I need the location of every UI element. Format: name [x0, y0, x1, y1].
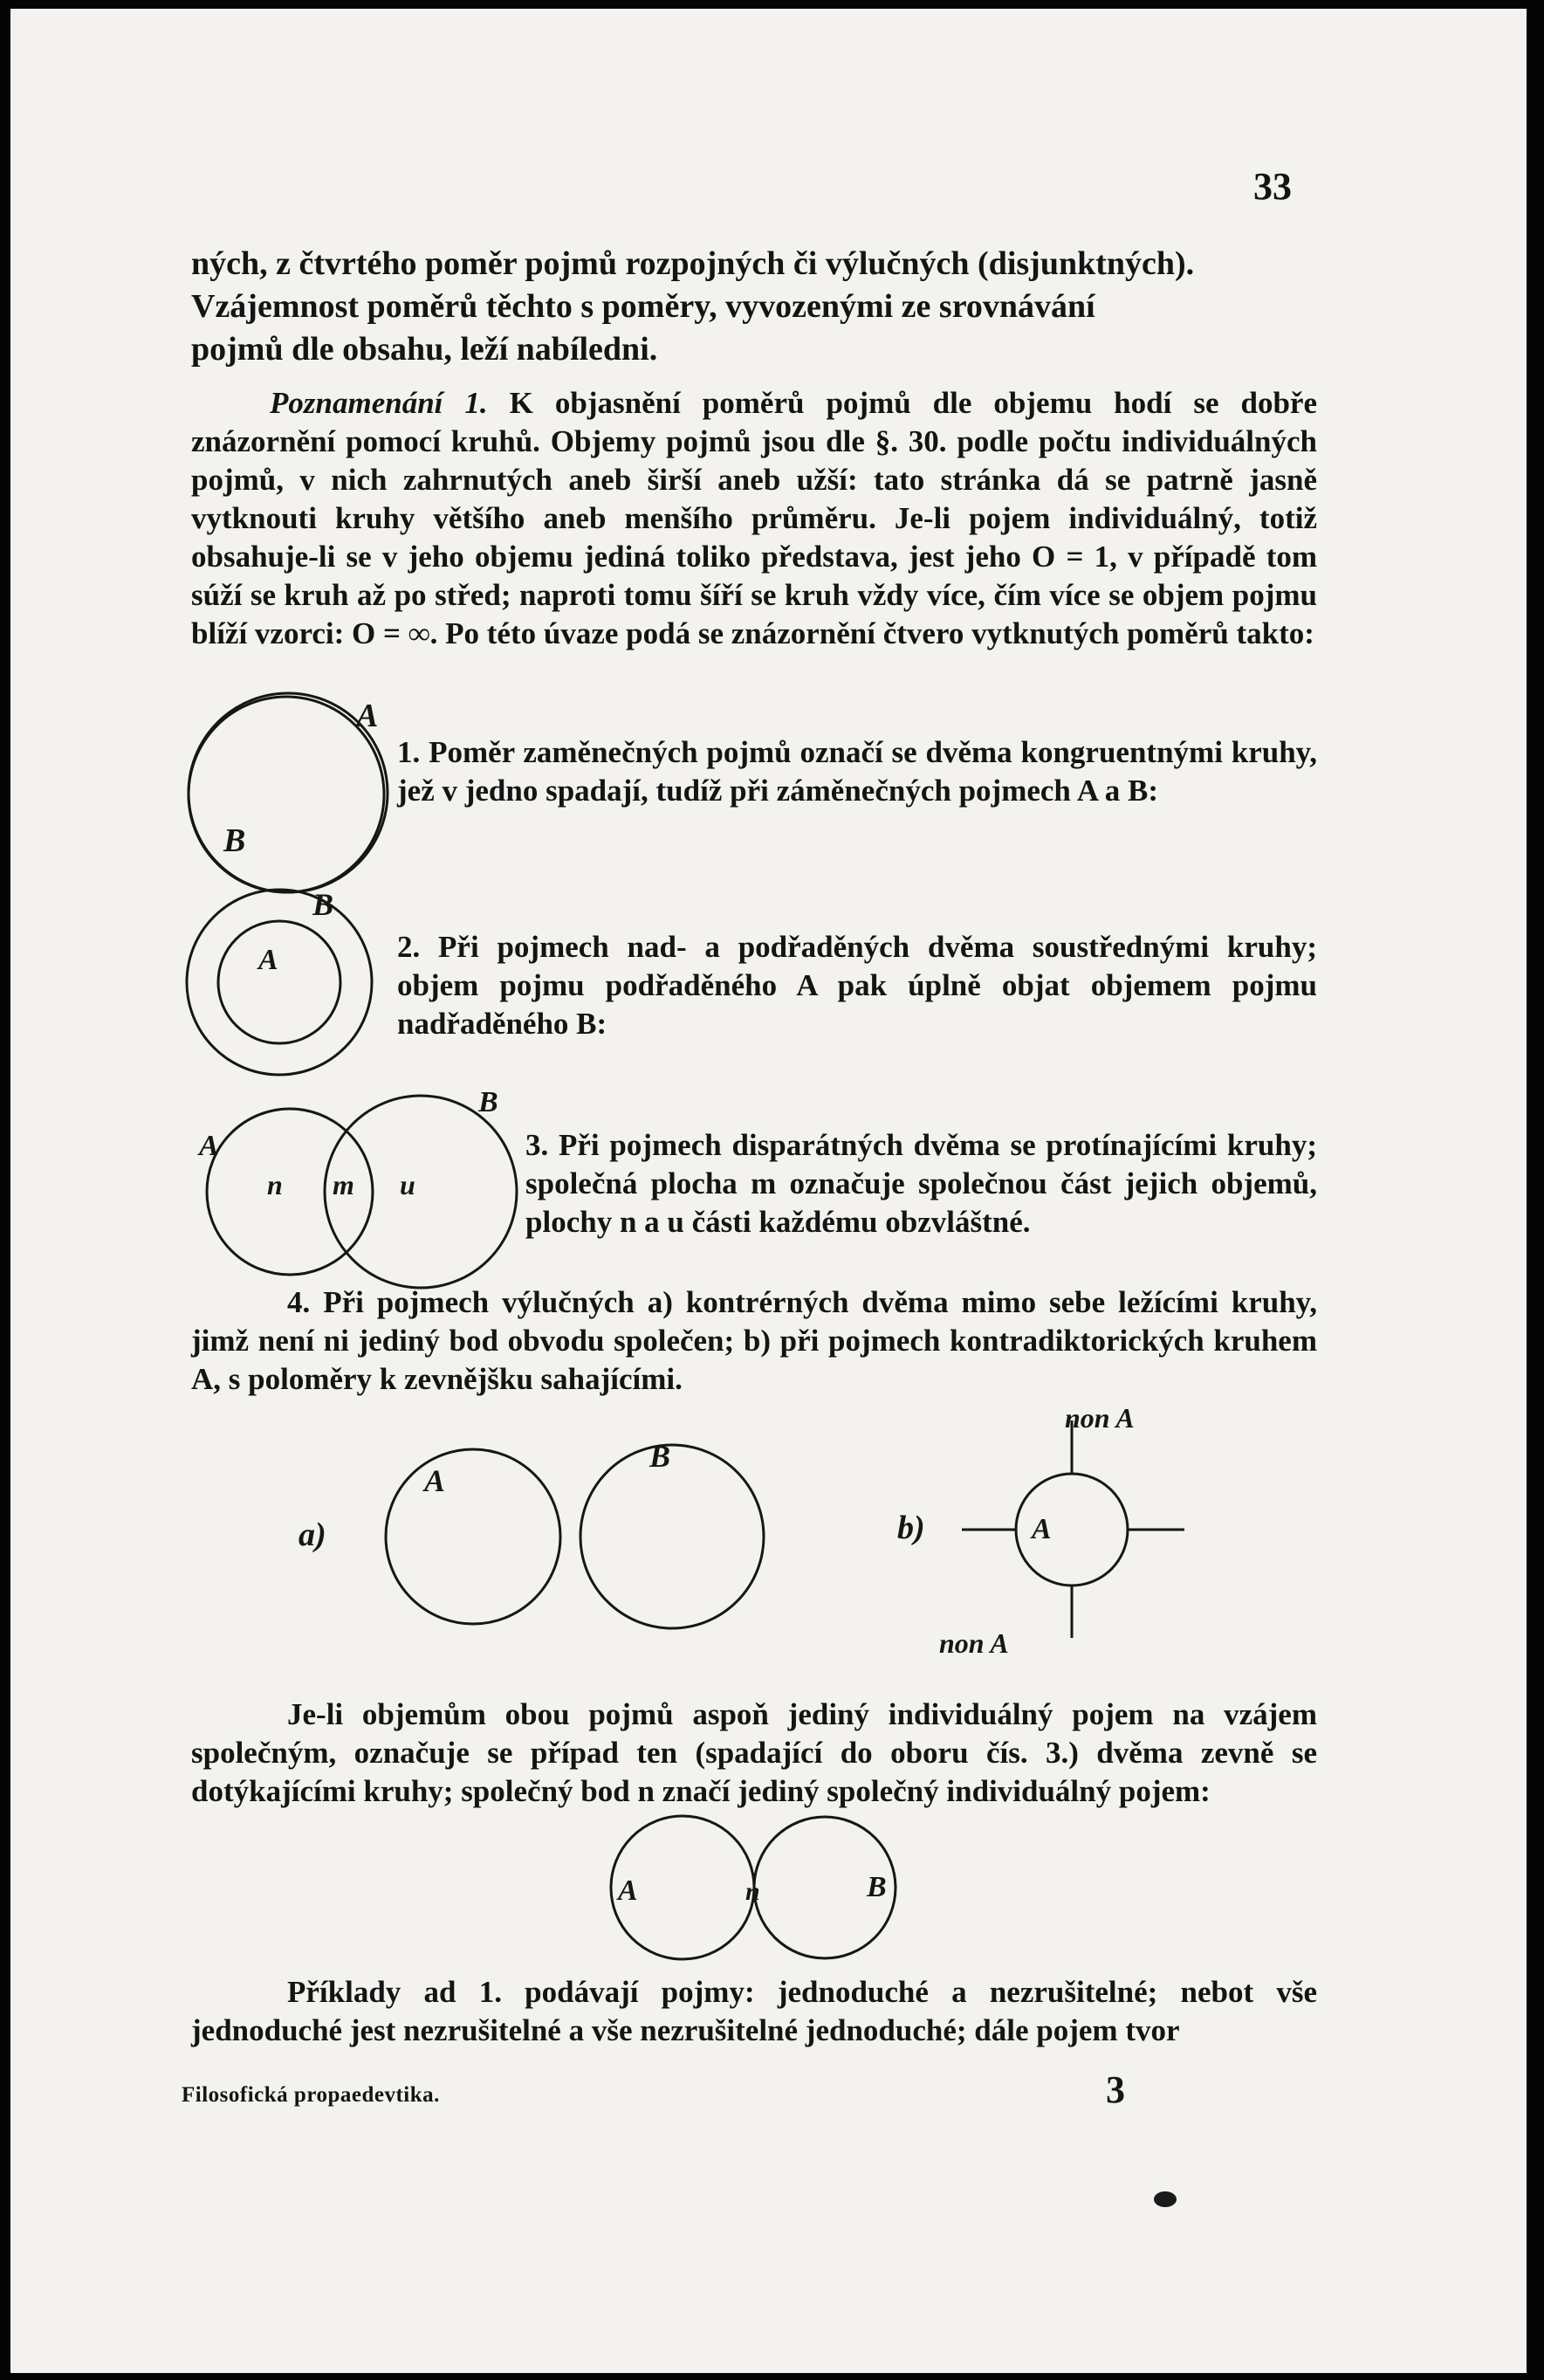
footer-title: Filosofická propaedevtika.	[182, 2083, 440, 2107]
label-a-4b: A	[1032, 1513, 1052, 1545]
label-m-3: m	[333, 1169, 354, 1200]
page-number: 33	[1253, 165, 1292, 208]
label-b-3: B	[478, 1086, 498, 1118]
label-u-3: u	[400, 1169, 415, 1200]
label-case-b: b)	[897, 1510, 925, 1546]
note-label: Poznamenání 1.	[270, 386, 488, 420]
item-1-text: 1. Poměr zaměnečných pojmů označí se dvěma kongruentnými kruhy, jež v jedno spadají, tudíž při záměnečných pojmech A a B:	[397, 735, 1317, 808]
label-a-1: A	[356, 698, 379, 734]
label-b-4a: B	[649, 1439, 671, 1474]
circle-contrary-a	[386, 1449, 560, 1624]
diagram-touching	[611, 1816, 896, 1959]
circle-outer-b	[187, 890, 372, 1075]
label-b-5: B	[867, 1871, 887, 1903]
intro-line-3: pojmů dle obsahu, leží nabíledni.	[191, 331, 658, 368]
diagram-contrary	[299, 1439, 764, 1628]
intro-line-1: ných, z čtvrtého poměr pojmů rozpojných či výlučných (disjunktných).	[191, 245, 1195, 282]
label-a-3: A	[199, 1130, 219, 1162]
label-a-2: A	[258, 944, 278, 976]
label-b-1: B	[223, 822, 246, 859]
circle-congruent-b	[189, 697, 384, 892]
circle-inner-a	[218, 921, 340, 1043]
label-n-5: n	[745, 1877, 760, 1906]
label-b-2: B	[312, 887, 334, 922]
label-a-4a: A	[424, 1463, 446, 1498]
item-2-text: 2. Při pojmech nad- a podřaděných dvěma soustřednými kruhy; objem pojmu podřaděného A pak úplně objat objemem pojmu nadřaděného B:	[397, 930, 1317, 1041]
touch-paragraph: Je-li objemům obou pojmů aspoň jediný individuálný pojem na vzájem společným, označuje se případ ten (spadající do oboru čís. 3.) dvěma zevně se dotýkajícími kruhy; společný bod n značí jediný společný individuálný pojem:	[191, 1697, 1317, 1808]
circle-contrary-b	[580, 1445, 764, 1628]
item-3-text: 3. Při pojmech disparátných dvěma se protínajícími kruhy; společná plocha m označuje společnou část jejich objemů, plochy n a u části každému obzvláštné.	[525, 1128, 1317, 1239]
note-text: K objasnění poměrů pojmů dle objemu hodí se dobře znázornění pomocí kruhů. Objemy pojmů jsou dle §. 30. podle počtu individuálných pojmů, v nich zahrnutých aneb širší aneb užší: tato stránka dá se patrně jasně vytknouti kruhy většího aneb menšího průměru. Je-li pojem individuálný, totiž obsahuje-li se v jeho objemu jediná toliko představa, jest jeho O = 1, v případě tom súží se kruh až po střed; naproti tomu šíří se kruh vždy více, čím více se objem pojmu blíží vzorci: O = ∞. Po této úvaze podá se znázornění čtvero vytknutých poměrů takto:	[191, 386, 1317, 650]
book-page	[10, 9, 1527, 2373]
diagram-intersecting	[197, 1086, 517, 1288]
footer-signature: 3	[1106, 2068, 1125, 2111]
label-non-a-bottom: non A	[939, 1627, 1009, 1659]
intro-line-2: Vzájemnost poměrů těchto s poměry, vyvozenými ze srovnávání	[191, 288, 1095, 325]
label-case-a: a)	[299, 1517, 326, 1553]
diagram-contradictory	[897, 1402, 1184, 1659]
label-a-5: A	[618, 1874, 638, 1907]
examples-paragraph: Příklady ad 1. podávají pojmy: jednoduché a nezrušitelné; nebot vše jednoduché jest nezrušitelné a vše nezrušitelné jednoduché; dále pojem tvor	[191, 1975, 1317, 2047]
euler-diagrams	[10, 9, 1527, 2373]
label-non-a-top: non A	[1065, 1402, 1135, 1434]
label-n-3: n	[267, 1169, 283, 1200]
diagram-concentric	[187, 887, 372, 1075]
diagram-congruent	[189, 693, 388, 892]
item-4-text: 4. Při pojmech výlučných a) kontrérných dvěma mimo sebe ležícími kruhy, jimž není ni jediný bod obvodu společen; b) při pojmech kontradiktorických kruhem A, s poloměry k zevnějšku sahajícími.	[191, 1285, 1317, 1396]
